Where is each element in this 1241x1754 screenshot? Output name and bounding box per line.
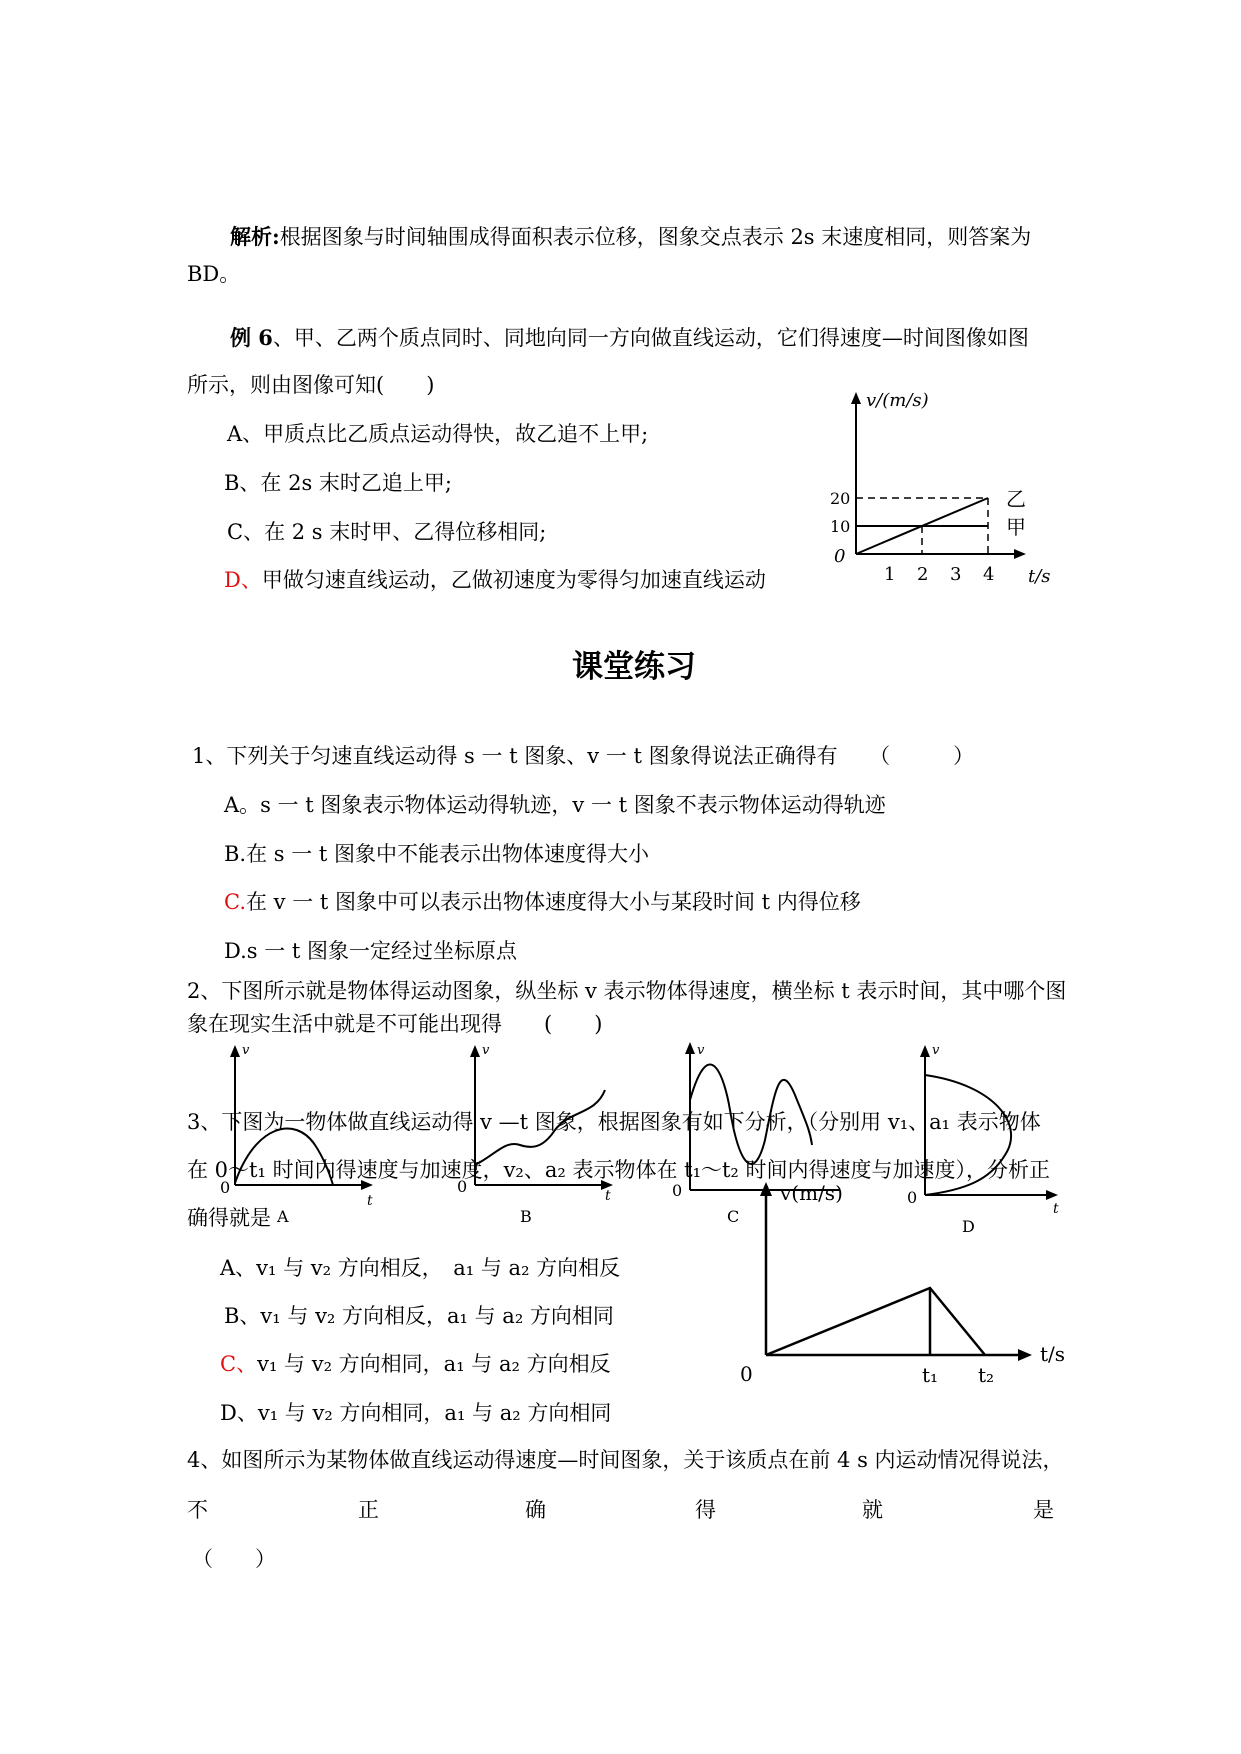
- q3-stem-line1: 3、下图为一物体做直线运动得 v —t 图象，根据图象有如下分析，（分别用 v₁、a₁ 表示物体: [187, 1110, 1041, 1134]
- q3-option-d: D、v₁ 与 v₂ 方向相同，a₁ 与 a₂ 方向相同: [220, 1401, 612, 1425]
- q2-graph-d-label: D: [962, 1217, 975, 1236]
- q2-graph-a-origin: 0: [220, 1178, 231, 1197]
- q2-graph-d-origin: 0: [907, 1188, 918, 1207]
- analysis-label: 解析:: [230, 224, 280, 249]
- x-tick-label-1: 1: [884, 564, 896, 585]
- q3-graph-ylabel: v(m/s): [780, 1181, 843, 1205]
- q2-graph-d-t: t: [1053, 1201, 1059, 1217]
- y-axis-label: v/(m/s): [866, 390, 929, 411]
- example6-option-d: D、甲做匀速直线运动，乙做初速度为零得匀加速直线运动: [224, 568, 766, 592]
- series-label-jia: 甲: [1006, 515, 1026, 539]
- q3-option-b: B、v₁ 与 v₂ 方向相反，a₁ 与 a₂ 方向相同: [224, 1304, 614, 1328]
- q3-option-a: A、v₁ 与 v₂ 方向相反， a₁ 与 a₂ 方向相反: [220, 1256, 621, 1280]
- x-tick-label-4: 4: [983, 564, 995, 585]
- vt-chart: [830, 390, 1070, 590]
- example6-stem-line2: 所示，则由图像可知( ): [187, 373, 435, 397]
- q2-graph-a-label: A: [277, 1207, 289, 1226]
- example6-option-a: A、甲质点比乙质点运动得快，故乙追不上甲;: [227, 422, 649, 446]
- q4-spread-0: 不: [187, 1498, 208, 1522]
- y-tick-label-20: 20: [830, 489, 851, 508]
- q4-stem-line1: 4、如图所示为某物体做直线运动得速度—时间图象，关于该质点在前 4 s 内运动情况得说法，: [187, 1448, 1064, 1472]
- q2-graph-a: [215, 1045, 385, 1225]
- q1-stem: 1、下列关于匀速直线运动得 s 一 t 图象、v 一 t 图象得说法正确得有 （ ）: [192, 744, 975, 768]
- x-tick-label-2: 2: [917, 564, 929, 585]
- series-label-yi: 乙: [1006, 487, 1026, 511]
- example6-option-d-prefix: D、: [224, 568, 262, 592]
- q1-option-c: C.在 v 一 t 图象中可以表示出物体速度得大小与某段时间 t 内得位移: [224, 890, 861, 914]
- q2-graph-b: [455, 1045, 635, 1225]
- q2-graph-a-t: t: [367, 1193, 373, 1209]
- q1-option-a: A。s 一 t 图象表示物体运动得轨迹，v 一 t 图象不表示物体运动得轨迹: [224, 793, 886, 817]
- q4-stem-line3: （ ）: [192, 1547, 276, 1571]
- q2-graph-c-origin: 0: [672, 1181, 683, 1200]
- origin-label: 0: [834, 546, 846, 567]
- q2-stem-line2: 象在现实生活中就是不可能出现得 ( ): [187, 1012, 603, 1036]
- y-axis-arrow: [851, 392, 861, 404]
- q3-option-c-prefix: C、: [220, 1352, 258, 1376]
- analysis-line1: 解析:根据图象与时间轴围成得面积表示位移，图象交点表示 2s 末速度相同，则答案为: [230, 224, 1032, 249]
- q2-graph-b-v: v: [482, 1043, 490, 1058]
- q2-graph-b-origin: 0: [457, 1177, 468, 1196]
- q4-spread-2: 确: [525, 1498, 546, 1522]
- example6-option-b: B、在 2s 末时乙追上甲;: [224, 471, 452, 495]
- y-tick-label-10: 10: [830, 517, 851, 536]
- q2-graph-b-label: B: [520, 1207, 532, 1226]
- q3-graph: [740, 1180, 1070, 1390]
- q3-stem-line2: 在 0～t₁ 时间内得速度与加速度，v₂、a₂ 表示物体在 t₁～t₂ 时间内得速度与加速度），分析正: [187, 1158, 1051, 1182]
- section-title: 课堂练习: [572, 649, 696, 685]
- x-axis-arrow: [1014, 549, 1026, 559]
- q4-spread-5: 是: [1033, 1498, 1054, 1522]
- example6-option-c: C、在 2 s 末时甲、乙得位移相同;: [227, 520, 547, 544]
- q2-graph-c-label: C: [727, 1207, 740, 1226]
- example6-label: 例 6: [230, 325, 273, 350]
- example6-stem-line1: 例 6、甲、乙两个质点同时、同地向同一方向做直线运动，它们得速度—时间图像如图: [230, 325, 1029, 350]
- x-axis-label: t/s: [1028, 566, 1051, 587]
- x-tick-label-3: 3: [950, 564, 962, 585]
- q2-graph-d-v: v: [932, 1043, 940, 1058]
- q4-spread-4: 就: [862, 1498, 883, 1522]
- q3-graph-origin: 0: [740, 1362, 753, 1386]
- q1-option-b: B.在 s 一 t 图象中不能表示出物体速度得大小: [224, 842, 650, 866]
- q2-stem-line1: 2、下图所示就是物体得运动图象，纵坐标 v 表示物体得速度，横坐标 t 表示时间，其中哪个图: [187, 979, 1067, 1003]
- q2-graph-b-t: t: [605, 1188, 611, 1204]
- analysis-line2: BD。: [187, 262, 241, 286]
- q1-option-d: D.s 一 t 图象一定经过坐标原点: [224, 939, 518, 963]
- q3-graph-xlabel: t/s: [1040, 1342, 1066, 1366]
- q3-graph-t2: t₂: [978, 1363, 995, 1387]
- q3-option-c: C、v₁ 与 v₂ 方向相同，a₁ 与 a₂ 方向相反: [220, 1352, 611, 1376]
- q1-option-c-prefix: C.: [224, 890, 246, 914]
- q3-stem-line3: 确得就是: [187, 1206, 271, 1230]
- q2-graph-a-v: v: [242, 1043, 250, 1058]
- q4-spread-3: 得: [695, 1498, 716, 1522]
- q4-spread-1: 正: [358, 1498, 379, 1522]
- q2-graph-c-v: v: [697, 1043, 705, 1058]
- q3-graph-t1: t₁: [922, 1363, 939, 1387]
